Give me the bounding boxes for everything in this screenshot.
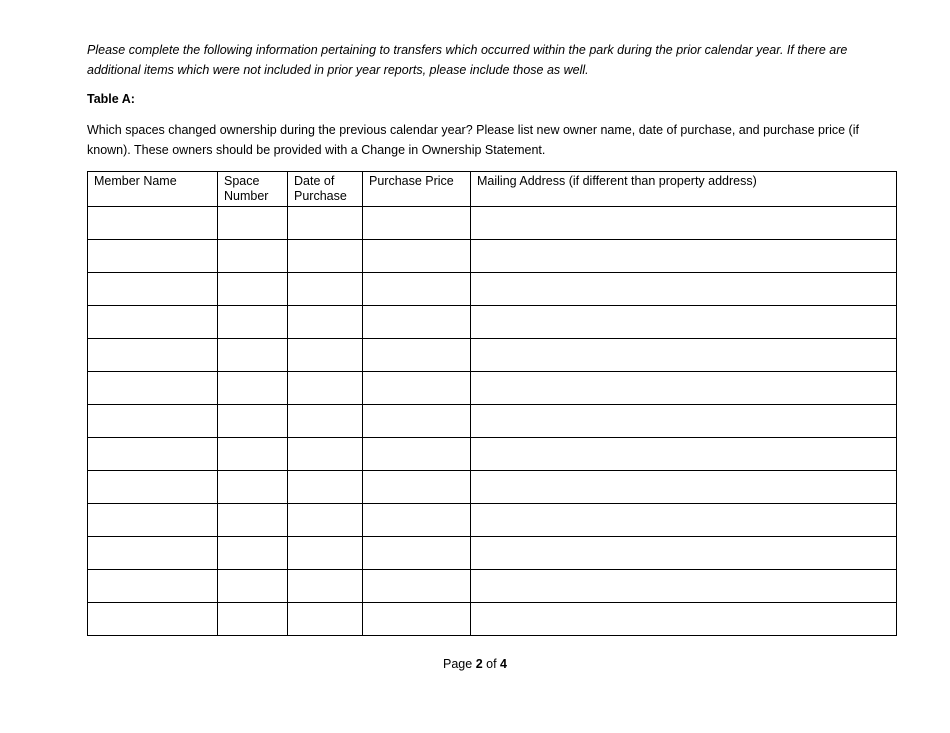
cell-space-number[interactable] — [218, 438, 288, 471]
question-text: Which spaces changed ownership during the previous calendar year? Please list new owner name, date of purchase, and purchase price (if known). These owners should be provided with a Change in Ownership Statement. — [87, 123, 859, 157]
table-row — [88, 438, 897, 471]
page-of: of — [482, 657, 501, 671]
page-prefix: Page — [443, 657, 476, 671]
cell-space-number[interactable] — [218, 405, 288, 438]
header-space-number: Space Number — [218, 172, 288, 207]
cell-space-number[interactable] — [218, 570, 288, 603]
cell-space-number[interactable] — [218, 537, 288, 570]
cell-member-name[interactable] — [88, 504, 218, 537]
cell-date-of-purchase[interactable] — [288, 240, 363, 273]
cell-purchase-price[interactable] — [363, 273, 471, 306]
cell-member-name[interactable] — [88, 273, 218, 306]
cell-member-name[interactable] — [88, 207, 218, 240]
table-header-row — [88, 172, 897, 207]
cell-mailing-address[interactable] — [471, 306, 897, 339]
header-mailing-address: Mailing Address (if different than property address) — [471, 172, 897, 207]
header-purchase-price: Purchase Price — [363, 172, 471, 207]
cell-member-name[interactable] — [88, 537, 218, 570]
cell-mailing-address[interactable] — [471, 240, 897, 273]
cell-purchase-price[interactable] — [363, 537, 471, 570]
cell-date-of-purchase[interactable] — [288, 372, 363, 405]
cell-member-name[interactable] — [88, 405, 218, 438]
ownership-table — [87, 171, 897, 636]
cell-mailing-address[interactable] — [471, 603, 897, 636]
cell-space-number[interactable] — [218, 207, 288, 240]
cell-date-of-purchase[interactable] — [288, 405, 363, 438]
cell-date-of-purchase[interactable] — [288, 273, 363, 306]
cell-purchase-price[interactable] — [363, 339, 471, 372]
cell-member-name[interactable] — [88, 372, 218, 405]
cell-space-number[interactable] — [218, 372, 288, 405]
cell-purchase-price[interactable] — [363, 306, 471, 339]
table-row — [88, 306, 897, 339]
cell-mailing-address[interactable] — [471, 471, 897, 504]
cell-date-of-purchase[interactable] — [288, 339, 363, 372]
cell-mailing-address[interactable] — [471, 207, 897, 240]
cell-member-name[interactable] — [88, 306, 218, 339]
table-row — [88, 504, 897, 537]
cell-purchase-price[interactable] — [363, 372, 471, 405]
table-label: Table A: — [87, 92, 135, 106]
table-row — [88, 471, 897, 504]
cell-mailing-address[interactable] — [471, 570, 897, 603]
cell-purchase-price[interactable] — [363, 438, 471, 471]
cell-member-name[interactable] — [88, 339, 218, 372]
cell-member-name[interactable] — [88, 570, 218, 603]
page-footer — [0, 657, 950, 671]
cell-space-number[interactable] — [218, 273, 288, 306]
cell-member-name[interactable] — [88, 438, 218, 471]
cell-mailing-address[interactable] — [471, 438, 897, 471]
table-row — [88, 273, 897, 306]
instructions-text: Please complete the following information pertaining to transfers which occurred within the park during the prior calendar year. If there are additional items which were not included in prior year reports, please include those as well. — [87, 43, 848, 77]
cell-date-of-purchase[interactable] — [288, 570, 363, 603]
table-row — [88, 570, 897, 603]
cell-space-number[interactable] — [218, 339, 288, 372]
table-row — [88, 372, 897, 405]
table-row — [88, 603, 897, 636]
cell-purchase-price[interactable] — [363, 405, 471, 438]
table-row — [88, 537, 897, 570]
cell-date-of-purchase[interactable] — [288, 537, 363, 570]
cell-member-name[interactable] — [88, 471, 218, 504]
cell-purchase-price[interactable] — [363, 207, 471, 240]
cell-mailing-address[interactable] — [471, 504, 897, 537]
cell-space-number[interactable] — [218, 603, 288, 636]
cell-date-of-purchase[interactable] — [288, 207, 363, 240]
cell-mailing-address[interactable] — [471, 372, 897, 405]
header-member-name: Member Name — [88, 172, 218, 207]
cell-date-of-purchase[interactable] — [288, 504, 363, 537]
cell-purchase-price[interactable] — [363, 504, 471, 537]
cell-space-number[interactable] — [218, 504, 288, 537]
cell-purchase-price[interactable] — [363, 471, 471, 504]
cell-mailing-address[interactable] — [471, 405, 897, 438]
cell-date-of-purchase[interactable] — [288, 438, 363, 471]
table-row — [88, 339, 897, 372]
cell-purchase-price[interactable] — [363, 570, 471, 603]
cell-mailing-address[interactable] — [471, 273, 897, 306]
cell-purchase-price[interactable] — [363, 240, 471, 273]
cell-space-number[interactable] — [218, 471, 288, 504]
cell-date-of-purchase[interactable] — [288, 603, 363, 636]
table-row — [88, 240, 897, 273]
cell-member-name[interactable] — [88, 240, 218, 273]
table-row — [88, 405, 897, 438]
cell-space-number[interactable] — [218, 306, 288, 339]
table-row — [88, 207, 897, 240]
page-total: 4 — [500, 657, 507, 671]
cell-mailing-address[interactable] — [471, 537, 897, 570]
cell-date-of-purchase[interactable] — [288, 306, 363, 339]
cell-member-name[interactable] — [88, 603, 218, 636]
cell-purchase-price[interactable] — [363, 603, 471, 636]
header-date-of-purchase: Date of Purchase — [288, 172, 363, 207]
cell-mailing-address[interactable] — [471, 339, 897, 372]
cell-date-of-purchase[interactable] — [288, 471, 363, 504]
page-number: 2 — [475, 657, 483, 671]
cell-space-number[interactable] — [218, 240, 288, 273]
